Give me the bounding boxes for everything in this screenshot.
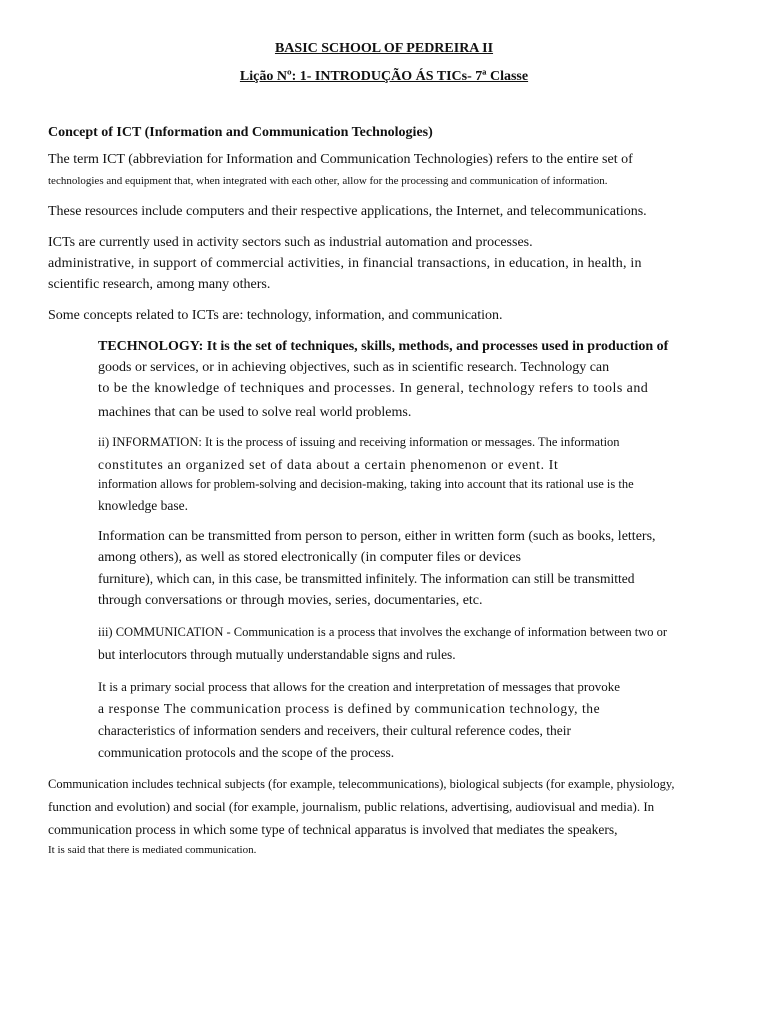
information-line: information allows for problem-solving and decision-making, taking into account that its rational use is the — [98, 477, 634, 491]
communication-line: iii) COMMUNICATION - Communication is a process that involves the exchange of information between two or — [98, 625, 667, 639]
information-line: ii) INFORMATION: It is the process of issuing and receiving information or messages. The information — [98, 435, 620, 449]
paragraph-line: ICTs are currently used in activity sectors such as industrial automation and processes. — [48, 235, 533, 250]
paragraph-line: The term ICT (abbreviation for Information and Communication Technologies) refers to the entire set of — [48, 152, 633, 167]
paragraph-line: a response The communication process is defined by communication technology, the — [98, 701, 601, 716]
information-line: knowledge base. — [98, 498, 188, 513]
information-line: constitutes an organized set of data about a certain phenomenon or event. It — [98, 457, 559, 472]
paragraph-line: characteristics of information senders and receivers, their cultural reference codes, their — [98, 723, 572, 738]
paragraph-line: Communication includes technical subjects (for example, telecommunications), biological subjects (for example, physiology, — [48, 777, 675, 791]
paragraph-line: function and evolution) and social (for example, journalism, public relations, advertising, audiovisual and media). In — [48, 799, 655, 814]
paragraph-line: It is a primary social process that allows for the creation and interpretation of messages that provoke — [98, 679, 620, 694]
technology-heading: TECHNOLOGY: It is the set of techniques, skills, methods, and processes used in production of — [98, 339, 669, 354]
paragraph-line: among others), as well as stored electronically (in computer files or devices — [98, 550, 521, 565]
paragraph-line: scientific research, among many others. — [48, 277, 271, 292]
paragraph-line: to be the knowledge of techniques and processes. In general, technology refers to tools and — [98, 381, 649, 396]
paragraph-line: communication protocols and the scope of the process. — [98, 745, 395, 760]
paragraph-line: goods or services, or in achieving objectives, such as in scientific research. Technology can — [98, 360, 610, 375]
paragraph-line: furniture), which can, in this case, be transmitted infinitely. The information can still be transmitted — [98, 571, 635, 586]
lesson-title: Lição Nº: 1- INTRODUÇÃO ÁS TICs- 7ª Classe — [239, 69, 529, 84]
paragraph: Some concepts related to ICTs are: technology, information, and communication. — [48, 308, 503, 323]
paragraph: These resources include computers and their respective applications, the Internet, and telecommunications. — [48, 204, 647, 219]
paragraph-line: Information can be transmitted from person to person, either in written form (such as books, letters, — [98, 529, 656, 544]
communication-line: but interlocutors through mutually understandable signs and rules. — [98, 647, 456, 662]
paragraph-line: communication process in which some type of technical apparatus is involved that mediates the speakers, — [48, 822, 618, 837]
paragraph-line: technologies and equipment that, when integrated with each other, allow for the processing and communication of information. — [48, 175, 608, 187]
paragraph-line: machines that can be used to solve real world problems. — [98, 405, 412, 420]
school-title: BASIC SCHOOL OF PEDREIRA II — [274, 41, 494, 56]
paragraph-line: It is said that there is mediated communication. — [48, 844, 257, 856]
paragraph-line: through conversations or through movies, series, documentaries, etc. — [98, 593, 483, 608]
paragraph-line: administrative, in support of commercial activities, in financial transactions, in education, in health, in — [48, 256, 642, 271]
section-title: Concept of ICT (Information and Communication Technologies) — [48, 125, 433, 140]
